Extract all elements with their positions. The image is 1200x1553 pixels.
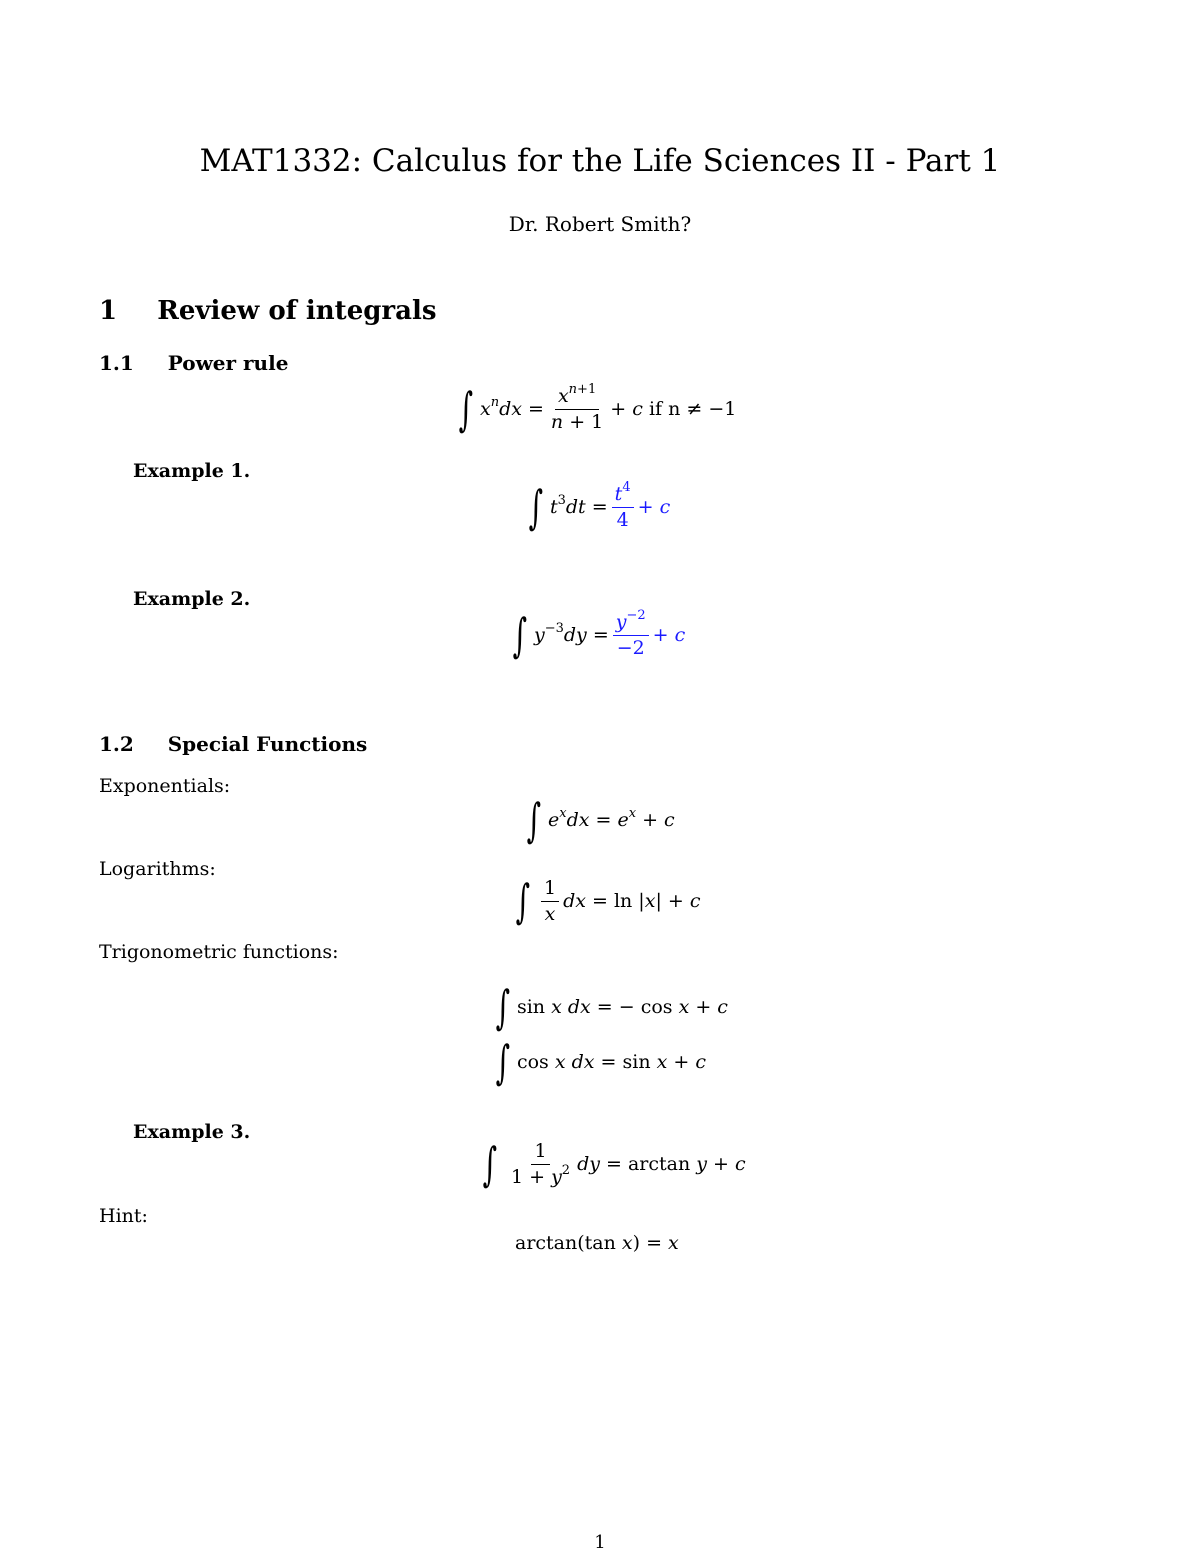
integral-sign: ∫	[495, 980, 511, 1034]
page-number: 1	[594, 1532, 606, 1553]
subsection-heading-special-functions	[99, 732, 367, 756]
integral-sign: ∫	[526, 793, 542, 847]
example-2-label: Example 2.	[133, 588, 251, 610]
hint-label: Hint:	[99, 1205, 148, 1227]
exponential-formula: ∫ $e^xdx = e^x + c$	[526, 793, 675, 847]
integral-sign: ∫	[482, 1137, 498, 1192]
fraction: $\frac{x^{n+1}}{n + 1}$	[550, 382, 604, 433]
section-number: 1	[99, 296, 118, 326]
document-author: Dr. Robert Smith?	[508, 212, 692, 236]
section-heading	[99, 296, 436, 326]
logarithm-formula: ∫ $\frac{1}{x}$ dx = ln |x| + c	[515, 874, 701, 929]
cosine-integral-formula: ∫ cos x dx = sin x + c	[495, 1035, 706, 1089]
integral-sign: ∫	[512, 608, 528, 663]
section-title: Review of integrals	[157, 296, 437, 326]
trig-functions-label: Trigonometric functions:	[99, 941, 339, 963]
integral-sign: ∫	[515, 874, 531, 929]
example-1-label: Example 1.	[133, 460, 251, 482]
example-2-formula: ∫ $y^{-3}dy$ = $\frac{y^{-2}}{-2}$ + c	[512, 608, 686, 663]
document-title: MAT1332: Calculus for the Life Sciences II - Part 1	[199, 143, 1001, 179]
power-rule-formula: ∫ $x^ndx$ = $\frac{x^{n+1}}{n + 1}$ + c if n ≠ −1	[458, 382, 737, 437]
fraction: $\frac{1}{x}$	[541, 878, 559, 925]
integral-sign: ∫	[528, 480, 544, 535]
fraction: $\frac{t^4}{4}$	[612, 484, 634, 531]
fraction: $\frac{y^{-2}}{-2}$	[613, 612, 649, 659]
power-rule-condition: if n ≠ −1	[648, 398, 737, 421]
integral-sign: ∫	[458, 382, 474, 437]
fraction: $\frac{1}{1 + y^2}$	[510, 1140, 571, 1188]
example-1-formula: ∫ $t^3dt$ = $\frac{t^4}{4}$ + c	[528, 480, 671, 535]
example-3-formula: ∫ $\frac{1}{1 + y^2}$ dy = arctan y + c	[482, 1137, 746, 1192]
hint-formula: arctan(tan x) = x	[515, 1232, 679, 1254]
exponentials-label: Exponentials:	[99, 775, 231, 797]
sine-integral-formula: ∫ sin x dx = − cos x + c	[495, 980, 728, 1034]
subsection-number: 1.2	[99, 732, 134, 756]
subsection-heading-power-rule	[99, 351, 288, 375]
subsection-title: Power rule	[167, 351, 289, 375]
example-3-label: Example 3.	[133, 1121, 251, 1143]
logarithms-label: Logarithms:	[99, 858, 216, 880]
subsection-number: 1.1	[99, 351, 134, 375]
subsection-title: Special Functions	[167, 732, 368, 756]
integral-sign: ∫	[495, 1035, 511, 1089]
